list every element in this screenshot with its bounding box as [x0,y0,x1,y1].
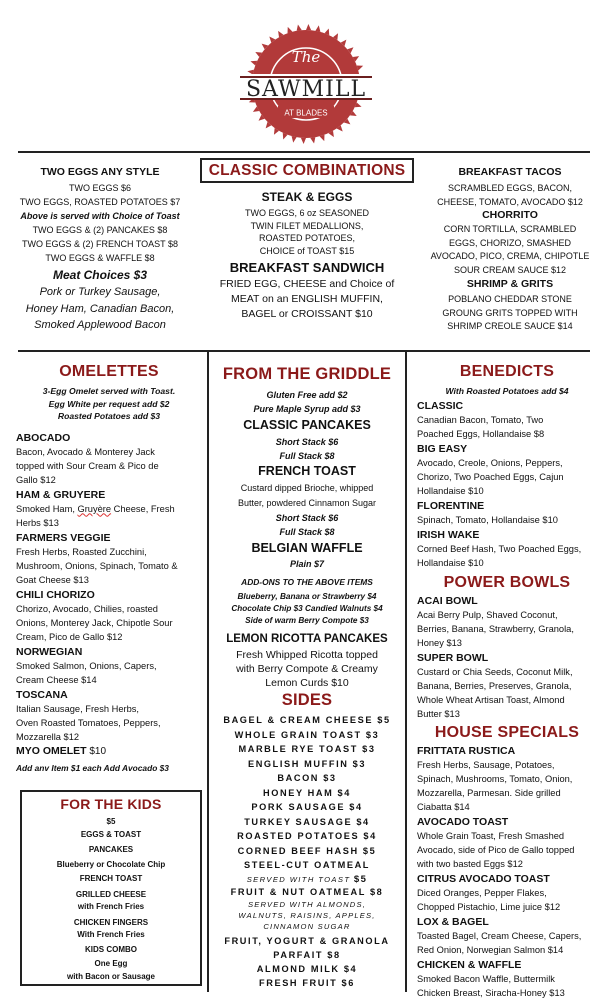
kids-line: with French Fries [77,902,145,911]
logo-sawmill: SAWMILL [245,77,367,102]
house-specials-title: HOUSE SPECIALS [434,724,580,741]
pancake-stack: Full Stack $8 [279,451,335,461]
tacos-title: BREAKFAST TACOS [458,166,562,178]
special-name: LOX & BAGEL [417,916,489,928]
benedict-desc: Chorizo, Two Poached Eggs, Cajun [417,472,564,482]
logo [226,22,386,147]
two-eggs-note: Above is served with Choice of Toast [20,211,180,221]
side-item: STEEL-CUT OATMEAL [243,860,371,870]
chorrito-line: SOUR CREAM SAUCE $12 [453,264,567,275]
two-eggs-line: TWO EGGS & (2) PANCAKES $8 [32,225,168,235]
steak-line: CHOICE of TOAST $15 [259,245,355,256]
kids-line: with Bacon or Sausage [66,971,156,981]
griddle-note: Gluten Free add $2 [266,390,348,400]
special-desc: Avocado, side of Pico de Gallo topped [417,845,575,855]
omelette-desc: Gallo $12 [16,474,56,485]
omelette-desc: Chorizo, Avocado, Chilies, roasted [16,603,158,614]
tacos-line: SCRAMBLED EGGS, BACON, [447,183,573,193]
pancake-stack: Short Stack $6 [275,437,339,447]
shrimp-line: SHRIMP CREOLE SAUCE $14 [447,321,573,331]
benedict-desc: Poached Eggs, Hollandaise $8 [417,429,545,439]
bowl-name: ACAI BOWL [417,595,478,607]
breakfast-sandwich-title: BREAKFAST SANDWICH [229,260,385,275]
bowl-desc: Custard or Chia Seeds, Coconut Milk, [417,667,573,677]
omelette-desc: Smoked Ham, Gruyère Cheese, Fresh [16,503,175,514]
waffle-price: Plain $7 [289,559,325,569]
kids-line: $5 [106,817,116,826]
french-toast-stack: Short Stack $6 [275,513,339,523]
griddle-note: Pure Maple Syrup add $3 [253,404,361,414]
benedict-desc: Spinach, Tomato, Hollandaise $10 [417,515,558,525]
fruit-oat-note: WALNUTS, RAISINS, APPLES, [238,910,376,920]
steak-eggs-title: STEAK & EGGS [261,190,353,204]
kids-line: KIDS COMBO [85,944,137,954]
special-name: AVOCADO TOAST [417,816,509,828]
omelette-desc: Cream Cheese $14 [16,674,97,685]
two-eggs-section [10,166,190,334]
two-eggs-line: TWO EGGS & WAFFLE $8 [45,253,155,263]
griddle-section [212,364,402,690]
top-divider [18,151,590,153]
two-eggs-line: TWO EGGS & (2) FRENCH TOAST $8 [21,239,179,249]
omelette-name: CHILI CHORIZO [16,588,95,601]
tacos-section [420,166,600,334]
steak-line: TWIN FILET MEDALLIONS, [250,220,364,231]
omelette-desc: Herbs $13 [16,517,59,528]
special-name: CITRUS AVOCADO TOAST [417,873,550,885]
oatmeal-note: SERVED WITH TOAST $5 [246,873,368,885]
side-item: HONEY HAM $4 [263,787,351,798]
addon-line: Blueberry, Banana or Strawberry $4 [237,592,377,601]
logo-the: The [291,48,321,66]
classic-combinations-title: CLASSIC COMBINATIONS [208,162,406,179]
special-desc: Whole Grain Toast, Fresh Smashed [417,831,565,841]
side-item: MARBLE RYE TOAST $3 [238,744,376,754]
belgian-waffle-title: BELGIAN WAFFLE [251,541,363,555]
special-name: CHICKEN & WAFFLE [417,959,522,971]
chorrito-line: EGGS, CHORIZO, SMASHED [448,237,571,248]
middle-divider [18,350,590,352]
bowl-desc: Honey $13 [417,638,462,648]
french-toast-line: Butter, powdered Cinnamon Sugar [237,498,377,508]
ricotta-line: with Berry Compote & Creamy [236,663,378,675]
classic-pancakes-title: CLASSIC PANCAKES [243,418,371,432]
fruit-oat-note: CINNAMON SUGAR [263,921,351,931]
meat-choice: Smoked Applewood Bacon [34,319,166,331]
addon-line: Chocolate Chip $3 Candied Walnuts $4 [231,604,383,613]
myo-omelet: MYO OMELET $10 [16,744,107,757]
bowl-desc: Acai Berry Pulp, Shaved Coconut, [417,610,558,620]
griddle-title: FROM THE GRIDDLE [222,365,392,383]
special-desc: with two basted Eggs $12 [417,859,523,869]
sawmill-saw-blade-logo [226,22,386,147]
omelette-name: ABOCADO [16,431,71,444]
benedict-desc: Avocado, Creole, Onions, Peppers, [417,458,563,468]
meat-choice: Pork or Turkey Sausage, [39,286,161,298]
logo-at-blades: AT BLADES [284,108,328,118]
omelette-desc: Mozzarella $12 [16,731,80,742]
steak-line: ROASTED POTATOES, [258,233,356,243]
omelette-desc: Fresh Herbs, Roasted Zucchini, [16,546,147,557]
omelette-desc: Oven Roasted Tomatoes, Peppers, [16,717,161,728]
side-item: PARFAIT $8 [273,949,341,960]
two-eggs-title: TWO EGGS ANY STYLE [40,166,160,178]
side-item: ROASTED POTATOES $4 [237,831,377,841]
kids-line: CHICKEN FINGERS [73,917,149,927]
power-bowls-title: POWER BOWLS [443,574,571,591]
benedict-desc: Hollandaise $10 [417,486,484,496]
meat-choices-title: Meat Choices $3 [52,268,148,282]
side-item: WHOLE GRAIN TOAST $3 [234,729,380,740]
sides-title: SIDES [281,691,333,709]
bowl-desc: Banana, Berries, Preserves, Granola, [417,681,572,691]
omelettes-section [16,362,202,775]
benedict-desc: Hollandaise $10 [417,558,484,568]
omelette-note: Roasted Potatoes add $3 [57,411,161,421]
addons-title: ADD-ONS TO THE ABOVE ITEMS [241,577,373,587]
bowl-desc: Berries, Banana, Strawberry, Granola, [417,624,574,634]
special-desc: Toasted Bagel, Cream Cheese, Capers, [417,931,582,941]
side-item: ALMOND MILK $4 [256,963,358,974]
bowl-desc: Whole Wheat Artisan Toast, Almond [417,695,565,705]
kids-section [20,795,202,983]
benedicts-note: With Roasted Potatoes add $4 [445,386,569,396]
side-item: FRESH FRUIT $6 [259,977,355,988]
special-desc: Fresh Herbs, Sausage, Potatoes, [417,760,555,770]
benedict-name: IRISH WAKE [417,529,480,541]
two-eggs-line: TWO EGGS, ROASTED POTATOES $7 [19,197,181,207]
side-item: BAGEL & CREAM CHEESE $5 [223,715,391,725]
ricotta-title: LEMON RICOTTA PANCAKES [226,633,388,645]
kids-line: With French Fries [77,930,145,939]
kids-line: One Egg [94,959,128,968]
special-desc: Chicken Breast, Siracha-Honey $13 [417,988,565,998]
benedict-desc: Corned Beef Hash, Two Poached Eggs, [417,544,582,554]
bowl-name: SUPER BOWL [417,652,489,664]
addon-line: Side of warm Berry Compote $3 [245,616,369,625]
column-divider-right [405,352,407,992]
side-item: FRUIT & NUT OATMEAL $8 [230,886,384,897]
french-toast-title: FRENCH TOAST [258,464,356,478]
side-item: TURKEY SAUSAGE $4 [244,816,370,827]
omelette-name: TOSCANA [16,688,68,701]
kids-line: EGGS & TOAST [80,829,142,839]
special-name: FRITTATA RUSTICA [417,745,516,757]
fruit-oat-note: SERVED WITH ALMONDS, [247,899,367,909]
ricotta-line: Fresh Whipped Ricotta topped [236,649,378,661]
shrimp-grits-title: SHRIMP & GRITS [466,278,554,290]
omelette-desc: Cream, Pico de Gallo $12 [16,631,123,642]
two-eggs-line: TWO EGGS $6 [68,183,131,193]
omelette-desc: Onions, Monterey Jack, Chipotle Sour [16,617,173,628]
french-toast-line: Custard dipped Brioche, whipped [240,483,374,493]
shrimp-line: POBLANO CHEDDAR STONE [448,294,572,304]
omelette-desc: Bacon, Avocado & Monterey Jack [16,446,155,457]
omelette-name: NORWEGIAN [16,645,83,658]
special-desc: Red Onion, Norwegian Salmon $14 [417,945,564,955]
column-divider-left [207,352,209,992]
omelette-footer: Add anv Item $1 each Add Avocado $3 [16,762,169,773]
sides-section [212,690,402,990]
sandwich-line: MEAT on an ENGLISH MUFFIN, [231,293,383,305]
side-item: CORNED BEEF HASH $5 [237,845,377,856]
side-item: PORK SAUSAGE $4 [251,802,363,812]
omelette-name: FARMERS VEGGIE [16,531,111,544]
kids-line: GRILLED CHEESE [75,889,147,899]
special-desc: Chopped Pistachio, Lime juice $12 [417,902,561,912]
right-column [417,362,597,1000]
bowl-desc: Butter $13 [417,709,460,719]
sandwich-line: BAGEL or CROISSANT $10 [241,308,373,320]
special-desc: Mozzarella, Parmesan. Side grilled [417,788,561,798]
kids-title: FOR THE KIDS [60,796,162,812]
chorrito-title: CHORRITO [482,209,538,221]
kids-line: PANCAKES [88,845,134,854]
omelette-desc: topped with Sour Cream & Pico de [16,460,159,471]
omelette-desc: Mushroom, Onions, Spinach, Tomato & [16,560,178,571]
benedicts-title: BENEDICTS [459,363,555,380]
classic-combinations-section [200,161,414,322]
meat-choice: Honey Ham, Canadian Bacon, [25,302,175,315]
kids-line: Blueberry or Chocolate Chip [56,859,166,869]
steak-line: TWO EGGS, 6 oz SEASONED [244,208,370,218]
special-desc: Smoked Bacon Waffle, Buttermilk [417,974,555,984]
omelettes-title: OMELETTES [59,363,159,380]
sandwich-line: FRIED EGG, CHEESE and Choice of [219,278,395,290]
chorrito-line: CORN TORTILLA, SCRAMBLED [443,224,577,234]
special-desc: Spinach, Mushrooms, Tomato, Onion, [417,774,573,784]
benedict-name: CLASSIC [417,400,464,412]
side-item: FRUIT, YOGURT & GRANOLA [224,935,390,946]
omelette-desc: Smoked Salmon, Onions, Capers, [16,660,157,671]
chorrito-line: AVOCADO, PICO, CREMA, CHIPOTLE [430,251,590,261]
omelette-desc: Goat Cheese $13 [16,574,89,585]
benedict-name: BIG EASY [417,443,468,455]
tacos-line: CHEESE, TOMATO, AVOCADO $12 [437,197,583,207]
shrimp-line: GROUNG GRITS TOPPED WITH [442,307,578,318]
french-toast-stack: Full Stack $8 [279,527,335,537]
omelette-note: Egg White per request add $2 [48,398,170,409]
kids-line: FRENCH TOAST [79,874,143,883]
side-item: BACON $3 [277,773,337,783]
special-desc: Diced Oranges, Pepper Flakes, [417,888,547,898]
side-item: ENGLISH MUFFIN $3 [247,758,367,769]
omelette-desc: Italian Sausage, Fresh Herbs, [16,703,139,714]
benedict-name: FLORENTINE [417,500,485,512]
special-desc: Ciabatta $14 [417,802,470,812]
benedict-desc: Canadian Bacon, Tomato, Two [417,415,544,425]
omelette-note: 3-Egg Omelet served with Toast. [42,386,176,396]
ricotta-line: Lemon Curds $10 [265,677,349,689]
omelette-name: HAM & GRUYERE [16,488,106,501]
